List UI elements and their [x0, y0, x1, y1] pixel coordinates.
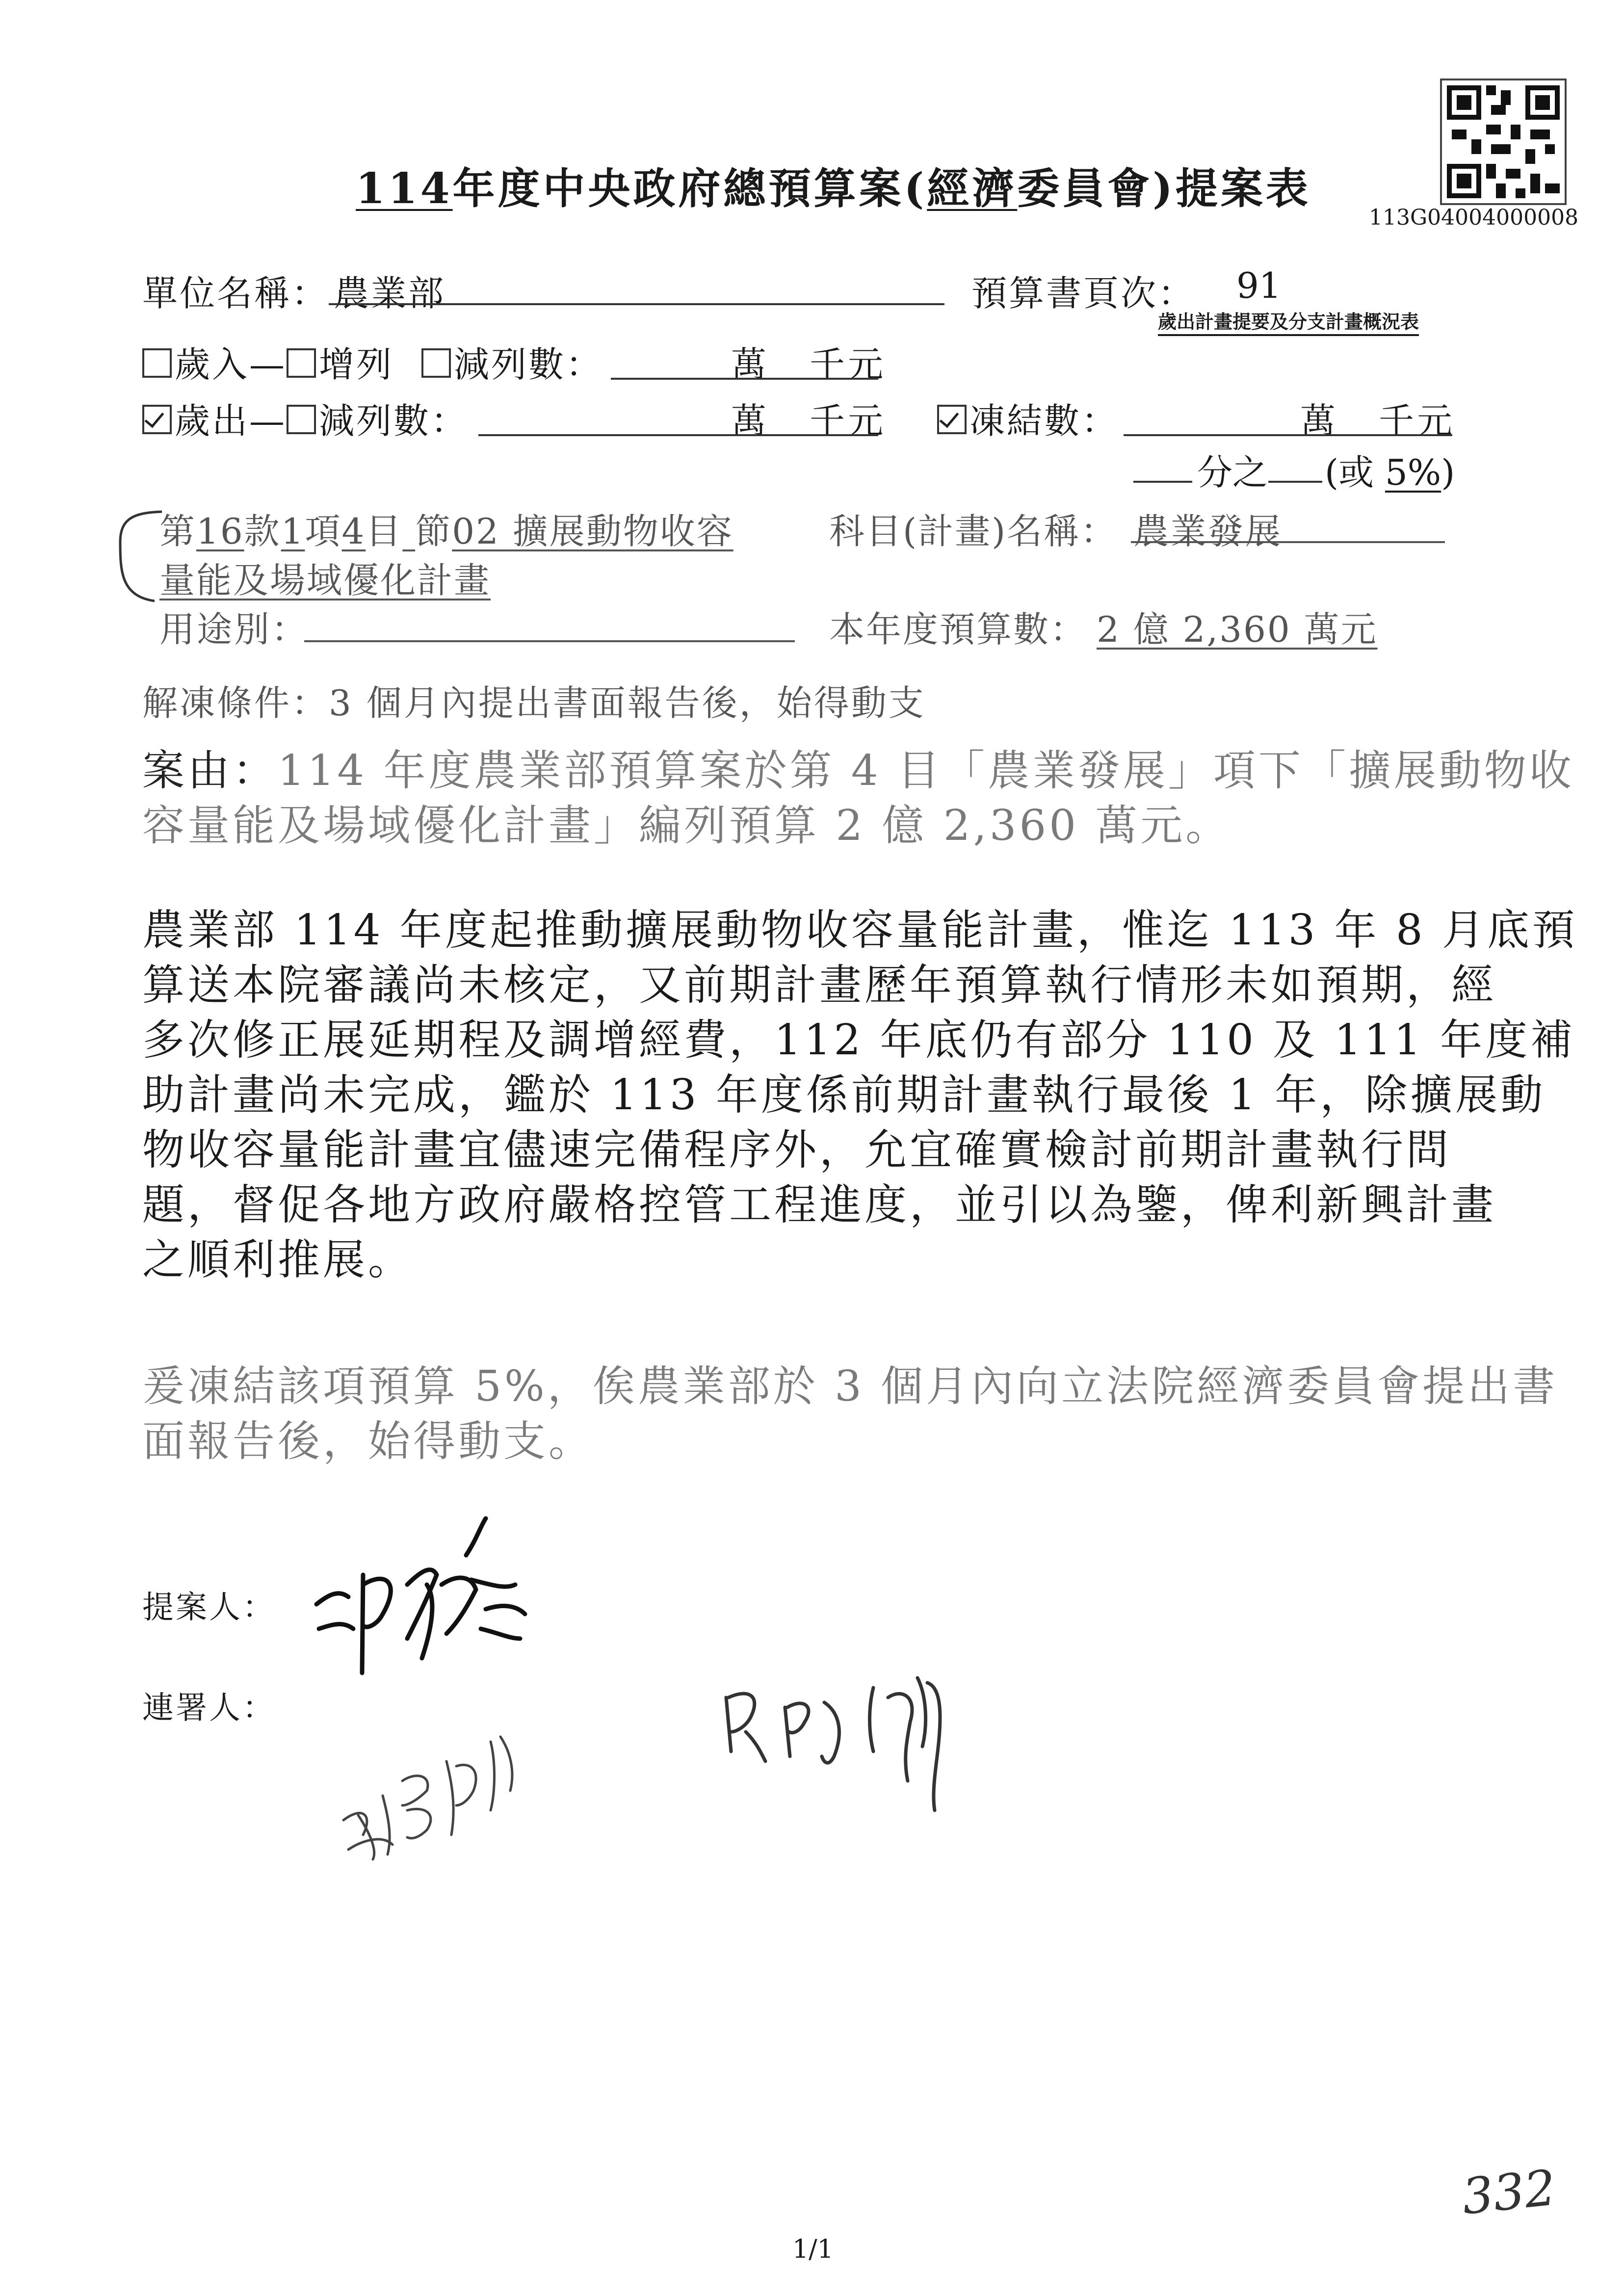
reason-line-1 [142, 743, 1574, 798]
fraction-pct: 5% [1385, 452, 1441, 493]
fraction-fen: 分之 [1197, 452, 1268, 493]
body-line-2: 算送本院審議尚未核定，又前期計畫歷年預算執行情形未如預期，經 [142, 961, 1496, 1010]
subject-value: 農業發展 [1133, 511, 1283, 552]
body-line-6: 題，督促各地方政府嚴格控管工程進度，並引以為鑒，俾利新興計畫 [142, 1180, 1496, 1229]
item-kuan-no: 16 [196, 511, 244, 552]
proposer-label: 提案人： [142, 1590, 276, 1626]
item-mu: 目 [366, 511, 403, 552]
body-line-4: 助計畫尚未完成，鑑於 113 年度係前期計畫執行最後 1 年，除擴展動 [142, 1070, 1546, 1120]
cosigner-signature-2 [334, 1722, 569, 1869]
title-part2: 委員會)提案表 [1017, 164, 1311, 213]
item-mu-no: 4 [341, 511, 366, 552]
handwritten-page-number: 332 [1459, 2159, 1559, 2226]
revenue-checkbox[interactable] [142, 348, 172, 378]
item-di: 第 [159, 511, 197, 552]
unit-underline [329, 303, 944, 305]
qr-code-icon [1442, 80, 1565, 203]
item-jie-value-2: 量能及場域優化計畫 [159, 560, 491, 601]
item-jie-value: 02 擴展動物收容 [452, 511, 733, 552]
fraction-or: (或 [1325, 452, 1374, 493]
revenue-decrease-label: 減列數： [453, 344, 603, 385]
freeze-row [937, 392, 1119, 444]
revenue-row [142, 336, 603, 387]
usage-label: 用途別： [159, 609, 309, 650]
increase-checkbox[interactable] [287, 348, 316, 378]
revenue-qianyuan: 千元 [810, 344, 887, 385]
increase-label: 增列 [319, 344, 394, 385]
freeze-underline [1124, 434, 1452, 436]
usage-underline [304, 640, 795, 642]
fraction-blank-2 [1268, 481, 1322, 483]
revenue-label: 歲入— [175, 344, 287, 385]
page-number: 1/1 [792, 2235, 834, 2264]
expense-qianyuan: 千元 [810, 400, 887, 442]
expense-wan: 萬 [731, 400, 767, 442]
revenue-underline [611, 378, 878, 380]
qr-code [1440, 78, 1567, 205]
item-xiang: 項 [305, 511, 342, 552]
condition-row [142, 675, 926, 726]
budget-page-label: 預算書頁次： [971, 273, 1196, 314]
decrease-checkbox[interactable] [421, 348, 451, 378]
expense-decrease-checkbox[interactable] [287, 405, 316, 434]
reason-text-1: 114 年度農業部預算案於第 4 目「農業發展」項下「擴展動物收 [278, 746, 1574, 795]
condition-label: 解凍條件： [142, 682, 329, 724]
body-line-7: 之順利推展。 [142, 1235, 413, 1284]
expense-row [142, 392, 468, 444]
bracket-mark [115, 508, 164, 606]
fraction-blank-1 [1133, 481, 1192, 483]
body-line-3: 多次修正展延期程及調增經費，112 年底仍有部分 110 及 111 年度補 [142, 1016, 1576, 1065]
budget-page-note: 歲出計畫提要及分支計畫概況表 [1158, 311, 1419, 333]
resolution-line-1: 爰凍結該項預算 5%，俟農業部於 3 個月內向立法院經濟委員會提出書 [142, 1362, 1558, 1411]
fraction-or-group [1325, 444, 1455, 495]
freeze-qianyuan: 千元 [1379, 400, 1456, 442]
cosigner-label: 連署人： [142, 1690, 276, 1726]
cosigner-signature-1 [711, 1658, 967, 1820]
reason-line-2: 容量能及場域優化計畫」編列預算 2 億 2,360 萬元。 [142, 801, 1231, 850]
item-xiang-no: 1 [281, 511, 305, 552]
annual-budget-value: 2 億 2,360 萬元 [1097, 609, 1378, 650]
body-line-1: 農業部 114 年度起推動擴展動物收容量能計畫，惟迄 113 年 8 月底預 [142, 906, 1578, 955]
title-part1: 年度中央政府總預算案( [452, 164, 927, 213]
expense-underline [478, 434, 878, 436]
budget-page-value: 91 [1236, 265, 1282, 306]
unit-label: 單位名稱： [142, 273, 329, 314]
document-code: 113G04004000008 [1369, 205, 1579, 230]
freeze-checkbox[interactable] [937, 405, 967, 434]
revenue-wan: 萬 [731, 344, 767, 385]
expense-decrease-label: 減列數： [319, 400, 469, 442]
condition-value: 3 個月內提出書面報告後，始得動支 [329, 682, 926, 724]
title-year: 114 [356, 164, 453, 213]
unit-value: 農業部 [334, 273, 446, 314]
reason-label: 案由： [142, 746, 278, 795]
annual-budget-label: 本年度預算數： [829, 609, 1087, 650]
freeze-wan: 萬 [1300, 400, 1336, 442]
item-kuan: 款 [244, 511, 281, 552]
subject-underline [1131, 541, 1445, 543]
item-jie: 節 [415, 511, 452, 552]
fraction-close: ) [1441, 452, 1455, 493]
expense-checkbox[interactable] [142, 405, 172, 434]
expense-label: 歲出— [175, 400, 287, 442]
body-line-5: 物收容量能計畫宜儘速完備程序外，允宜確實檢討前期計畫執行問 [142, 1125, 1451, 1174]
page-title [356, 155, 1311, 215]
item-row [159, 503, 733, 554]
resolution-line-2: 面報告後，始得動支。 [142, 1417, 594, 1466]
freeze-label: 凍結數： [969, 400, 1119, 442]
subject-label: 科目(計畫)名稱： [829, 511, 1118, 552]
proposer-signature [309, 1511, 564, 1688]
title-committee: 經濟 [927, 164, 1018, 213]
